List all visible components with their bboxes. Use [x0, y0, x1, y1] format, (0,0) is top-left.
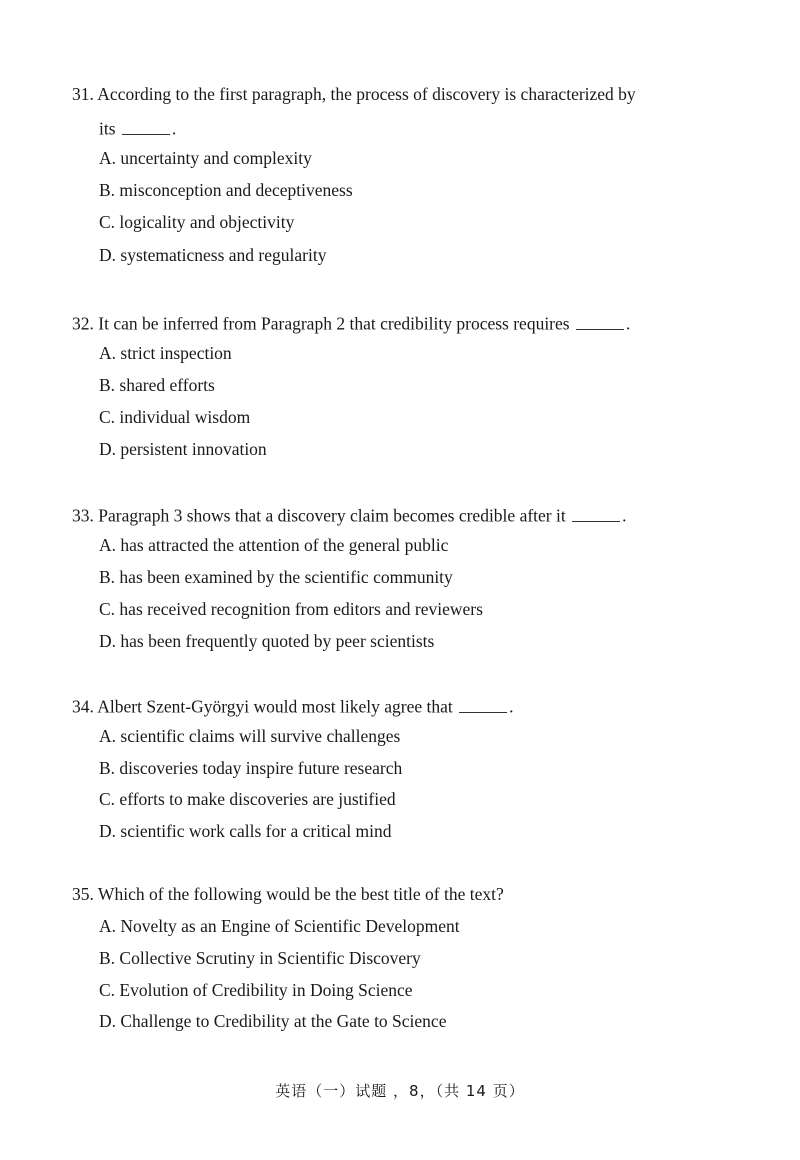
question-34-option-a: A. scientific claims will survive challenges [99, 726, 401, 746]
question-33-stem: 33. Paragraph 3 shows that a discovery claim becomes credible after it . [72, 503, 626, 527]
answer-blank [576, 311, 624, 330]
answer-blank [459, 694, 507, 713]
question-32-option-b: B. shared efforts [99, 375, 215, 395]
question-32-stem: 32. It can be inferred from Paragraph 2 that credibility process requires . [72, 311, 630, 335]
question-31-stem-continued: its . [99, 116, 176, 140]
question-32-option-a: A. strict inspection [99, 343, 232, 363]
answer-blank [122, 116, 170, 135]
question-33-option-d: D. has been frequently quoted by peer scientists [99, 631, 435, 651]
question-31-option-c: C. logicality and objectivity [99, 212, 295, 232]
question-35-option-a: A. Novelty as an Engine of Scientific Development [99, 916, 460, 936]
question-34-option-b: B. discoveries today inspire future research [99, 758, 403, 778]
question-32-option-d: D. persistent innovation [99, 439, 267, 459]
question-34-stem: 34. Albert Szent-Györgyi would most likely agree that . [72, 694, 513, 718]
question-35-option-d: D. Challenge to Credibility at the Gate to Science [99, 1011, 447, 1031]
question-33-option-c: C. has received recognition from editors and reviewers [99, 599, 483, 619]
question-35-option-b: B. Collective Scrutiny in Scientific Discovery [99, 948, 421, 968]
question-34-option-c: C. efforts to make discoveries are justified [99, 789, 396, 809]
answer-blank [572, 503, 620, 522]
question-33-option-b: B. has been examined by the scientific community [99, 567, 453, 587]
question-33-option-a: A. has attracted the attention of the general public [99, 535, 449, 555]
page-footer: 英语（一）试题 ，8，（共 14 页） [275, 1082, 525, 1100]
question-31-option-d: D. systematicness and regularity [99, 245, 327, 265]
question-35-stem: 35. Which of the following would be the best title of the text? [72, 884, 504, 904]
question-34-option-d: D. scientific work calls for a critical mind [99, 821, 392, 841]
question-35-option-c: C. Evolution of Credibility in Doing Science [99, 980, 413, 1000]
question-31-stem: 31. According to the first paragraph, the process of discovery is characterized by [72, 84, 636, 104]
question-32-option-c: C. individual wisdom [99, 407, 251, 427]
question-31-option-b: B. misconception and deceptiveness [99, 180, 353, 200]
question-31-option-a: A. uncertainty and complexity [99, 148, 312, 168]
